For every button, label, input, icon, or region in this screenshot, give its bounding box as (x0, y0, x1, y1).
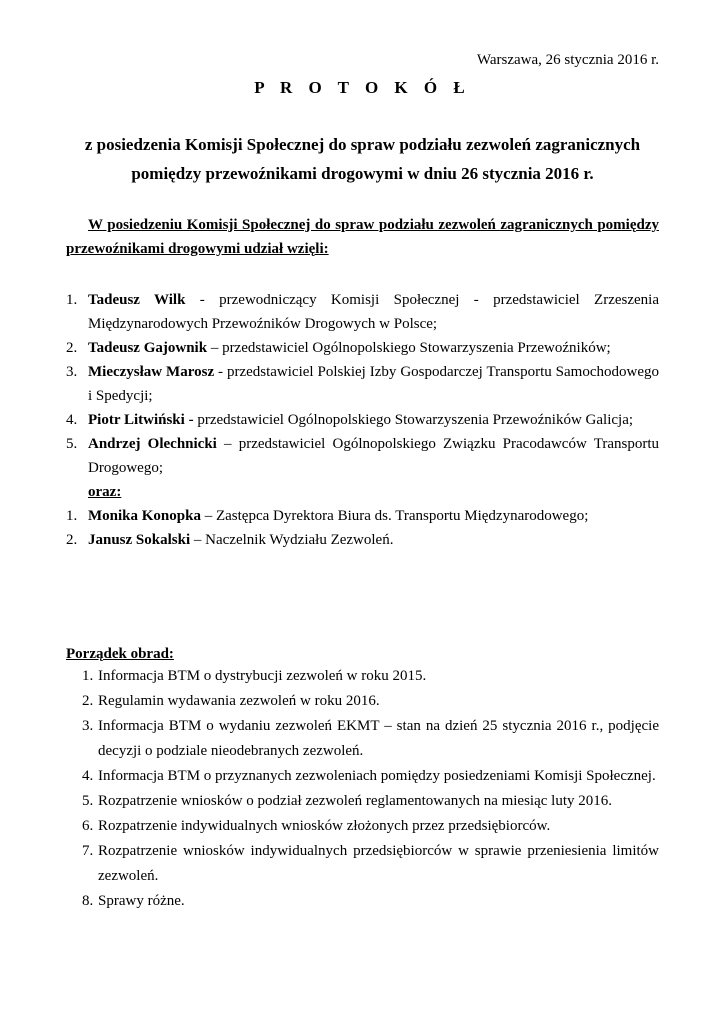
agenda-item (66, 764, 659, 789)
attendee-role: - przewodniczący Komisji Społecznej - przedstawiciel Zrzeszenia Międzynarodowych Przewoźników Drogowych w Polsce; (88, 292, 659, 332)
attendee-name: Tadeusz Wilk (88, 292, 186, 308)
agenda-number: 8. (82, 893, 94, 909)
agenda-text: Rozpatrzenie indywidualnych wniosków złożonych przez przedsiębiorców. (98, 818, 551, 834)
attendee-role: przedstawiciel Ogólnopolskiego Stowarzyszenia Przewoźników Galicja; (193, 412, 634, 428)
agenda-number: 5. (82, 793, 94, 809)
attendee-name: Piotr Litwiński - (88, 412, 194, 428)
attendee-number: 1. (66, 508, 78, 524)
agenda-text: Regulamin wydawania zezwoleń w roku 2016. (98, 693, 380, 709)
attendee-number: 3. (66, 364, 78, 380)
attendance-intro: W posiedzeniu Komisji Społecznej do spraw podziału zezwoleń zagranicznych pomiędzy przewoźnikami drogowymi udział wzięli: (66, 217, 659, 257)
document-subtitle (66, 130, 659, 188)
attendee-role: – Zastępca Dyrektora Biura ds. Transportu Międzynarodowego; (200, 508, 589, 524)
agenda-item (66, 689, 659, 714)
agenda-number: 2. (82, 693, 94, 709)
agenda-text: Rozpatrzenie wniosków o podział zezwoleń reglamentowanych na miesiąc luty 2016. (98, 793, 612, 809)
agenda-number: 4. (82, 768, 94, 784)
attendees-list (66, 288, 659, 552)
attendee-number: 2. (66, 340, 78, 356)
attendee-name: Monika Konopka (88, 508, 201, 524)
attendee-number: 1. (66, 292, 78, 308)
oraz-label: oraz: (88, 484, 122, 500)
attendee-item (66, 432, 659, 480)
other-attendee-item (66, 528, 659, 552)
attendee-number: 2. (66, 532, 78, 548)
attendee-number: 5. (66, 436, 78, 452)
agenda-number: 6. (82, 818, 94, 834)
agenda-item (66, 714, 659, 764)
attendee-role: – Naczelnik Wydziału Zezwoleń. (190, 532, 394, 548)
attendee-role: – przedstawiciel Ogólnopolskiego Związku Pracodawców Transportu Drogowego; (88, 436, 659, 476)
place-date: Warszawa, 26 stycznia 2016 r. (476, 52, 659, 68)
attendee-name: Tadeusz Gajownik (88, 340, 208, 356)
attendee-name: Andrzej Olechnicki (88, 436, 217, 452)
agenda-number: 3. (82, 718, 94, 734)
other-attendee-item (66, 504, 659, 528)
attendee-role: - przedstawiciel Polskiej Izby Gospodarczej Transportu Samochodowego i Spedycji; (88, 364, 659, 404)
agenda-item (66, 789, 659, 814)
subtitle-line-1: z posiedzenia Komisji Społecznej do spraw podziału zezwoleń zagranicznych (84, 135, 641, 154)
attendee-name: Janusz Sokalski (88, 532, 191, 548)
attendee-name: Mieczysław Marosz (88, 364, 215, 380)
agenda-item (66, 889, 659, 914)
agenda-list (66, 664, 659, 914)
agenda-text: Informacja BTM o przyznanych zezwoleniach pomiędzy posiedzeniami Komisji Społecznej. (98, 768, 656, 784)
subtitle-line-2: pomiędzy przewoźnikami drogowymi w dniu 26 stycznia 2016 r. (131, 164, 594, 183)
attendee-item (66, 288, 659, 336)
agenda-number: 1. (82, 668, 94, 684)
attendee-item (66, 408, 659, 432)
agenda-item (66, 664, 659, 689)
agenda-number: 7. (82, 843, 94, 859)
document-title: P R O T O K Ó Ł (254, 78, 471, 97)
attendee-item (66, 360, 659, 408)
attendee-role: – przedstawiciel Ogólnopolskiego Stowarzyszenia Przewoźników; (207, 340, 611, 356)
agenda-text: Rozpatrzenie wniosków indywidualnych przedsiębiorców w sprawie przeniesienia limitów zezwoleń. (98, 843, 659, 884)
agenda-item (66, 814, 659, 839)
agenda-text: Informacja BTM o dystrybucji zezwoleń w roku 2015. (98, 668, 427, 684)
attendee-item (66, 336, 659, 360)
attendee-number: 4. (66, 412, 78, 428)
agenda-heading: Porządek obrad: (66, 646, 174, 662)
agenda-item (66, 839, 659, 889)
agenda-text: Informacja BTM o wydaniu zezwoleń EKMT – stan na dzień 25 stycznia 2016 r., podjęcie decyzji o podziale nieodebranych zezwoleń. (98, 718, 659, 759)
agenda-text: Sprawy różne. (98, 893, 185, 909)
